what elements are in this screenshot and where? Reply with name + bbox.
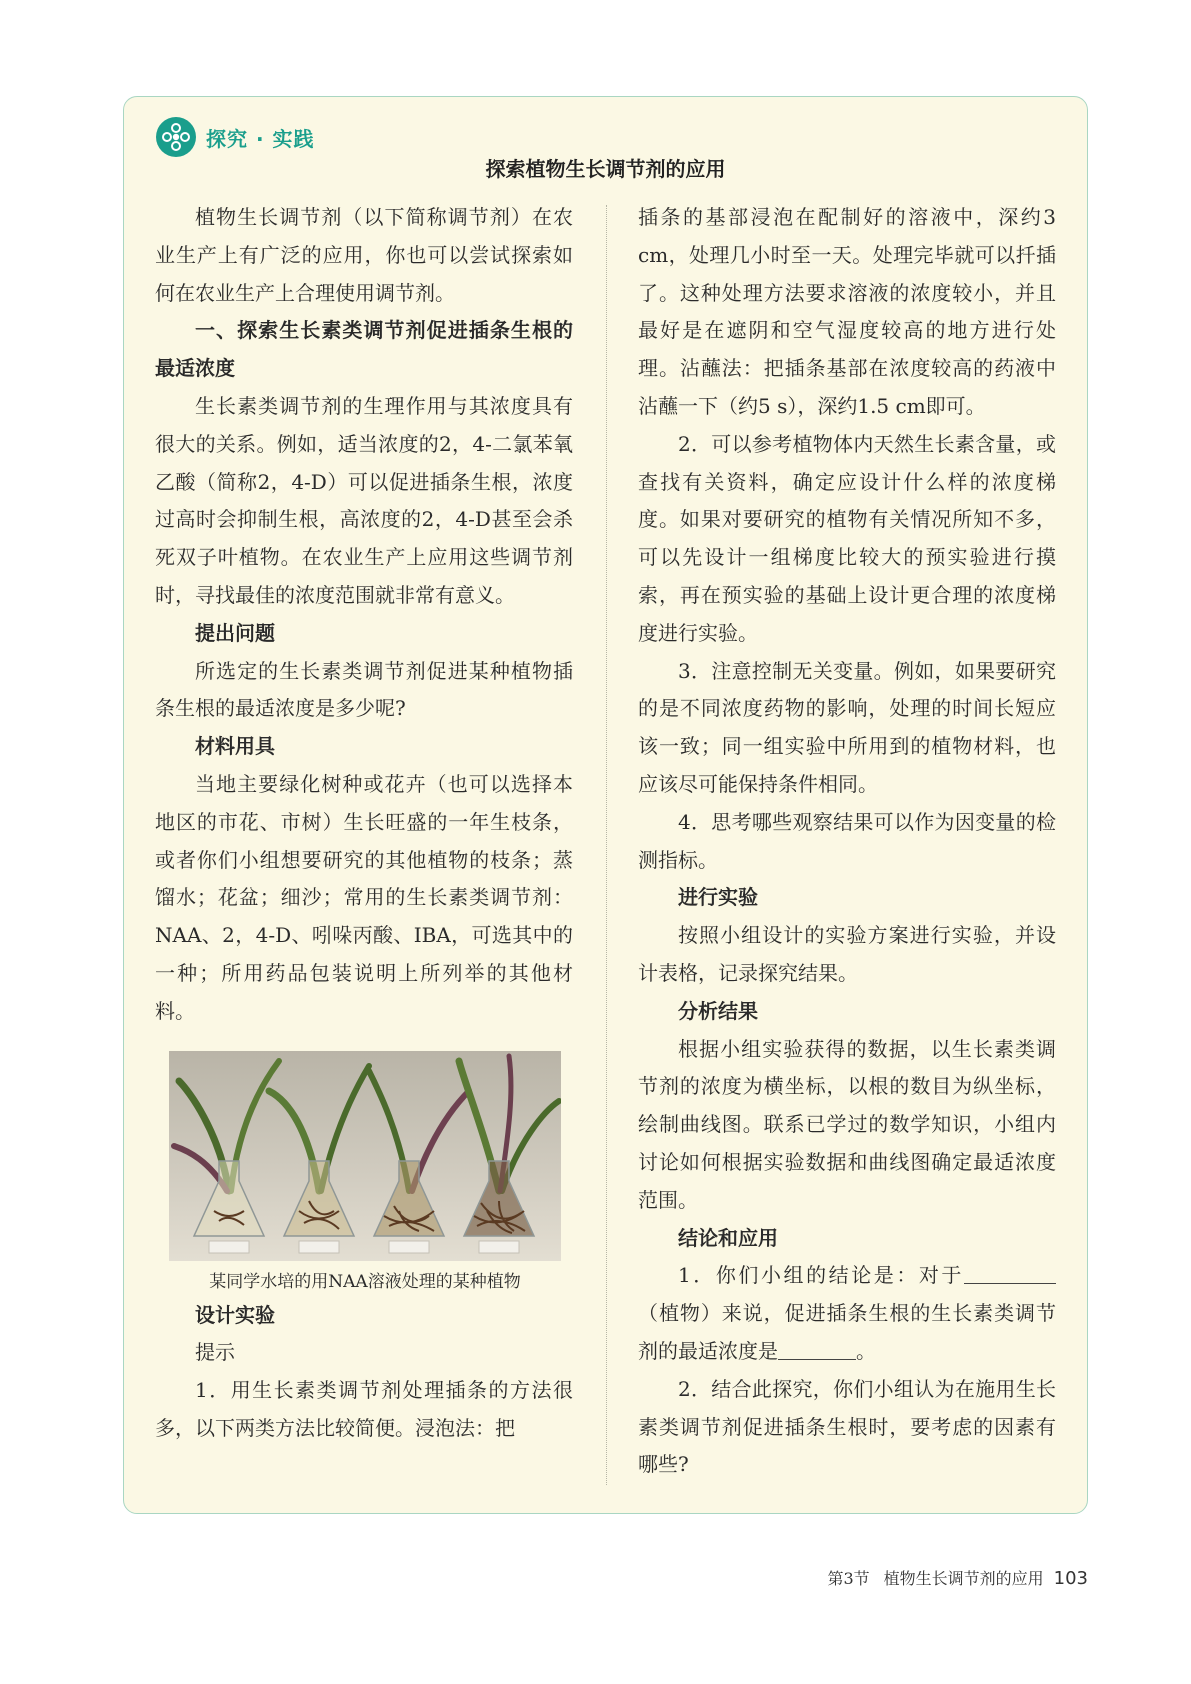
- hint-label: 提示: [195, 1340, 235, 1365]
- concentration-blank: [778, 1339, 856, 1360]
- plant-blank: [964, 1263, 1056, 1284]
- conclusion2: 2．结合此探究，你们小组认为在施用生长素类调节剂促进插条生根时，要考虑的因素有哪些?: [638, 1376, 1056, 1477]
- section1-heading: 一、探索生长素类调节剂促进插条生根的最适浓度: [155, 318, 573, 381]
- right-column: [638, 199, 1056, 1484]
- page-footer: [827, 1566, 1088, 1589]
- question-heading: 提出问题: [195, 620, 275, 645]
- badge-label: 探究 · 实践: [206, 126, 315, 151]
- molecule-icon: [156, 117, 196, 157]
- figure: [169, 1051, 561, 1297]
- conduct-paragraph: 按照小组设计的实验方案进行实验，并设计表格，记录探究结果。: [638, 923, 1056, 985]
- analysis-paragraph: 根据小组实验获得的数据，以生长素类调节剂的浓度为横坐标，以根的数目为纵坐标，绘制曲线图。联系已学过的数学知识，小组内讨论如何根据实验数据和曲线图确定最适浓度范围。: [638, 1036, 1056, 1212]
- plant-flasks-photo: [169, 1051, 561, 1261]
- design-heading: 设计实验: [195, 1302, 275, 1327]
- footer-chapter: 植物生长调节剂的应用: [883, 1569, 1044, 1588]
- hint2: 2．可以参考植物体内天然生长素含量，或查找有关资料，确定应设计什么样的浓度梯度。如果对要研究的植物有关情况所知不多，可以先设计一组梯度比较大的预实验进行摸索，再在预实验的基础上设计更合理的浓度梯度进行实验。: [638, 431, 1056, 645]
- question-paragraph: 所选定的生长素类调节剂促进某种植物插条生根的最适浓度是多少呢?: [155, 658, 573, 721]
- materials-heading: 材料用具: [195, 734, 275, 759]
- left-column: [155, 199, 573, 1448]
- conclusion1-part-a: 1．你们小组的结论是：对于: [678, 1263, 964, 1288]
- hint4: 4．思考哪些观察结果可以作为因变量的检测指标。: [638, 809, 1056, 872]
- conclusion1-end: 。: [856, 1338, 876, 1363]
- analysis-heading: 分析结果: [678, 998, 758, 1023]
- conclusion-heading: 结论和应用: [678, 1225, 778, 1250]
- inquiry-badge: [156, 117, 315, 157]
- column-divider: [606, 205, 607, 1485]
- conduct-heading: 进行实验: [678, 885, 758, 910]
- conclusion1: [638, 1257, 1056, 1370]
- intro-paragraph: 植物生长调节剂（以下简称调节剂）在农业生产上有广泛的应用，你也可以尝试探索如何在农业生产上合理使用调节剂。: [155, 205, 573, 305]
- figure-caption: 某同学水培的用NAA溶液处理的某种植物: [209, 1271, 521, 1292]
- background-paragraph: 生长素类调节剂的生理作用与其浓度具有很大的关系。例如，适当浓度的2，4-二氯苯氧乙酸（简称2，4-D）可以促进插条生根，浓度过高时会抑制生根，高浓度的2，4-D甚至会杀死双子叶植物。在农业生产上应用这些调节剂时，寻找最佳的浓度范围就非常有意义。: [155, 393, 573, 607]
- inquiry-box: [123, 96, 1088, 1514]
- activity-title: 探索植物生长调节剂的应用: [485, 157, 726, 181]
- hint3: 3．注意控制无关变量。例如，如果要研究的是不同浓度药物的影响，处理的时间长短应该一致；同一组实验中所用到的植物材料，也应该尽可能保持条件相同。: [638, 658, 1056, 796]
- conclusion1-part-b: （植物）来说，促进插条生根的生长素类调节剂的最适浓度是: [638, 1301, 1056, 1363]
- materials-paragraph: 当地主要绿化树种或花卉（也可以选择本地区的市花、市树）生长旺盛的一年生枝条，或者你们小组想要研究的其他植物的枝条；蒸馏水；花盆；细沙；常用的生长素类调节剂：NAA、2，4-D、吲哚丙酸、IBA，可选其中的一种；所用药品包装说明上所列举的其他材料。: [155, 771, 573, 1023]
- footer-section: 第3节: [827, 1569, 870, 1588]
- page-number: 103: [1053, 1568, 1088, 1589]
- hint1-continued: 插条的基部浸泡在配制好的溶液中，深约3 cm，处理几小时至一天。处理完毕就可以扦插了。这种处理方法要求溶液的浓度较小，并且最好是在遮阴和空气湿度较高的地方进行处理。沾蘸法：把插条基部在浓度较高的药液中沾蘸一下（约5 s），深约1.5 cm即可。: [638, 205, 1056, 418]
- hint1-start: 1．用生长素类调节剂处理插条的方法很多，以下两类方法比较简便。浸泡法：把: [155, 1378, 573, 1440]
